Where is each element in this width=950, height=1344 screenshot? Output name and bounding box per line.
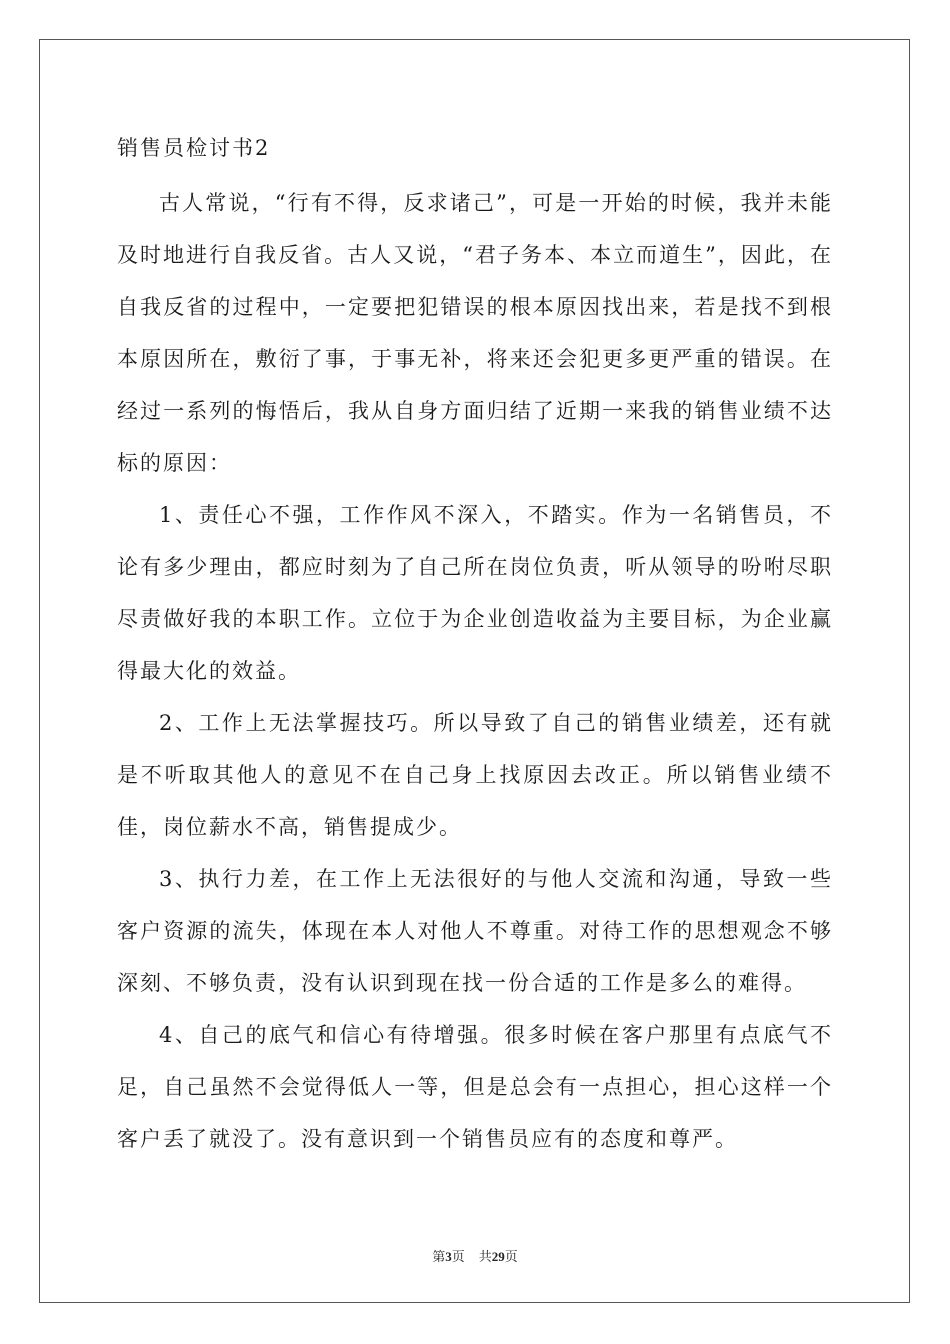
paragraph-point-2: 2、工作上无法掌握技巧。所以导致了自己的销售业绩差，还有就是不听取其他人的意见不在自己身上找原因去改正。所以销售业绩不佳，岗位薪水不高，销售提成少。 bbox=[117, 711, 833, 839]
document-body bbox=[117, 128, 833, 1165]
paragraph-intro: 古人常说，“行有不得，反求诸己”，可是一开始的时候，我并未能及时地进行自我反省。古人又说，“君子务本、本立而道生”，因此，在自我反省的过程中，一定要把犯错误的根本原因找出来，若是找不到根本原因所在，敷衍了事，于事无补，将来还会犯更多更严重的错误。在经过一系列的悔悟后，我从自身方面归结了近期一来我的销售业绩不达标的原因： bbox=[117, 191, 833, 475]
page-suffix: 页 bbox=[451, 1249, 465, 1264]
paragraph-point-4: 4、自己的底气和信心有待增强。很多时候在客户那里有点底气不足，自己虽然不会觉得低人一等，但是总会有一点担心，担心这样一个客户丢了就没了。没有意识到一个销售员应有的态度和尊严。 bbox=[117, 1023, 833, 1151]
current-page-number: 3 bbox=[445, 1249, 452, 1264]
page-footer bbox=[0, 1248, 950, 1266]
document-title: 销售员检讨书2 bbox=[117, 136, 271, 160]
total-prefix: 共 bbox=[478, 1249, 492, 1264]
total-suffix: 页 bbox=[504, 1249, 518, 1264]
page-prefix: 第 bbox=[432, 1249, 446, 1264]
paragraph-point-3: 3、执行力差，在工作上无法很好的与他人交流和沟通，导致一些客户资源的流失，体现在本人对他人不尊重。对待工作的思想观念不够深刻、不够负责，没有认识到现在找一份合适的工作是多么的难得。 bbox=[117, 867, 833, 995]
total-pages-number: 29 bbox=[491, 1249, 505, 1264]
paragraph-point-1: 1、责任心不强，工作作风不深入，不踏实。作为一名销售员，不论有多少理由，都应时刻为了自己所在岗位负责，听从领导的吩咐尽职尽责做好我的本职工作。立位于为企业创造收益为主要目标，为企业赢得最大化的效益。 bbox=[117, 503, 833, 683]
